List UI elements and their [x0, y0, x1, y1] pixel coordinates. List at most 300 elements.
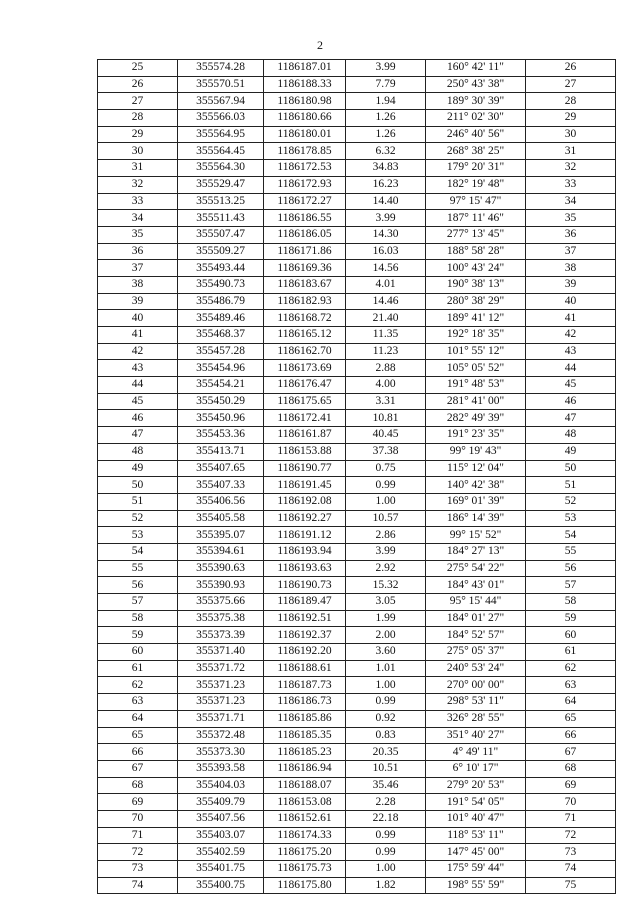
distance-cell: 16.03 [346, 243, 426, 260]
y-coordinate-cell: 1186193.63 [264, 560, 346, 577]
table-row [98, 460, 616, 477]
y-coordinate-cell: 1186182.93 [264, 293, 346, 310]
distance-cell: 14.46 [346, 293, 426, 310]
distance-cell: 15.32 [346, 577, 426, 594]
point-number-cell: 68 [98, 777, 178, 794]
point-number-cell: 66 [98, 744, 178, 761]
next-point-number-cell: 60 [526, 627, 616, 644]
table-row [98, 343, 616, 360]
table-row [98, 110, 616, 127]
x-coordinate-cell: 355375.66 [178, 594, 264, 611]
point-number-cell: 41 [98, 327, 178, 344]
direction-angle-cell: 186° 14' 39" [426, 510, 526, 527]
direction-angle-cell: 191° 23' 35" [426, 427, 526, 444]
direction-angle-cell: 179° 20' 31" [426, 160, 526, 177]
point-number-cell: 58 [98, 610, 178, 627]
direction-angle-cell: 240° 53' 24" [426, 660, 526, 677]
distance-cell: 14.56 [346, 260, 426, 277]
point-number-cell: 39 [98, 293, 178, 310]
direction-angle-cell: 277° 13' 45" [426, 226, 526, 243]
distance-cell: 2.86 [346, 527, 426, 544]
next-point-number-cell: 41 [526, 310, 616, 327]
distance-cell: 3.31 [346, 393, 426, 410]
table-row [98, 777, 616, 794]
x-coordinate-cell: 355402.59 [178, 844, 264, 861]
table-row [98, 160, 616, 177]
table-row [98, 861, 616, 878]
point-number-cell: 43 [98, 360, 178, 377]
x-coordinate-cell: 355453.36 [178, 427, 264, 444]
distance-cell: 1.99 [346, 610, 426, 627]
point-number-cell: 72 [98, 844, 178, 861]
direction-angle-cell: 246° 40' 56" [426, 126, 526, 143]
x-coordinate-cell: 355564.30 [178, 160, 264, 177]
distance-cell: 22.18 [346, 810, 426, 827]
x-coordinate-cell: 355405.58 [178, 510, 264, 527]
direction-angle-cell: 105° 05' 52" [426, 360, 526, 377]
next-point-number-cell: 36 [526, 226, 616, 243]
y-coordinate-cell: 1186191.45 [264, 477, 346, 494]
y-coordinate-cell: 1186192.27 [264, 510, 346, 527]
y-coordinate-cell: 1186172.93 [264, 176, 346, 193]
point-number-cell: 64 [98, 710, 178, 727]
table-row [98, 760, 616, 777]
table-row [98, 360, 616, 377]
table-row [98, 76, 616, 93]
direction-angle-cell: 192° 18' 35" [426, 327, 526, 344]
table-row [98, 260, 616, 277]
next-point-number-cell: 59 [526, 610, 616, 627]
x-coordinate-cell: 355403.07 [178, 827, 264, 844]
y-coordinate-cell: 1186171.86 [264, 243, 346, 260]
y-coordinate-cell: 1186152.61 [264, 810, 346, 827]
next-point-number-cell: 29 [526, 110, 616, 127]
next-point-number-cell: 63 [526, 677, 616, 694]
table-row [98, 310, 616, 327]
distance-cell: 4.00 [346, 377, 426, 394]
point-number-cell: 33 [98, 193, 178, 210]
y-coordinate-cell: 1186180.98 [264, 93, 346, 110]
direction-angle-cell: 189° 41' 12" [426, 310, 526, 327]
direction-angle-cell: 191° 54' 05" [426, 794, 526, 811]
distance-cell: 7.79 [346, 76, 426, 93]
distance-cell: 1.82 [346, 877, 426, 894]
table-row [98, 493, 616, 510]
direction-angle-cell: 140° 42' 38" [426, 477, 526, 494]
table-row [98, 193, 616, 210]
y-coordinate-cell: 1186192.20 [264, 644, 346, 661]
direction-angle-cell: 115° 12' 04" [426, 460, 526, 477]
y-coordinate-cell: 1186174.33 [264, 827, 346, 844]
next-point-number-cell: 32 [526, 160, 616, 177]
point-number-cell: 57 [98, 594, 178, 611]
direction-angle-cell: 175° 59' 44" [426, 861, 526, 878]
direction-angle-cell: 95° 15' 44" [426, 594, 526, 611]
direction-angle-cell: 191° 48' 53" [426, 377, 526, 394]
x-coordinate-cell: 355390.63 [178, 560, 264, 577]
y-coordinate-cell: 1186190.73 [264, 577, 346, 594]
y-coordinate-cell: 1186186.55 [264, 210, 346, 227]
y-coordinate-cell: 1186175.65 [264, 393, 346, 410]
next-point-number-cell: 37 [526, 243, 616, 260]
direction-angle-cell: 184° 01' 27" [426, 610, 526, 627]
table-row [98, 93, 616, 110]
table-row [98, 143, 616, 160]
distance-cell: 1.94 [346, 93, 426, 110]
distance-cell: 2.92 [346, 560, 426, 577]
distance-cell: 0.75 [346, 460, 426, 477]
distance-cell: 3.60 [346, 644, 426, 661]
y-coordinate-cell: 1186186.73 [264, 694, 346, 711]
table-row [98, 744, 616, 761]
y-coordinate-cell: 1186193.94 [264, 543, 346, 560]
direction-angle-cell: 99° 15' 52" [426, 527, 526, 544]
next-point-number-cell: 74 [526, 861, 616, 878]
y-coordinate-cell: 1186169.36 [264, 260, 346, 277]
x-coordinate-cell: 355507.47 [178, 226, 264, 243]
point-number-cell: 28 [98, 110, 178, 127]
next-point-number-cell: 26 [526, 60, 616, 77]
x-coordinate-cell: 355570.51 [178, 76, 264, 93]
y-coordinate-cell: 1186192.51 [264, 610, 346, 627]
x-coordinate-cell: 355406.56 [178, 493, 264, 510]
next-point-number-cell: 50 [526, 460, 616, 477]
distance-cell: 3.05 [346, 594, 426, 611]
x-coordinate-cell: 355486.79 [178, 293, 264, 310]
table-row [98, 176, 616, 193]
distance-cell: 14.30 [346, 226, 426, 243]
direction-angle-cell: 211° 02' 30" [426, 110, 526, 127]
point-number-cell: 44 [98, 377, 178, 394]
direction-angle-cell: 184° 43' 01" [426, 577, 526, 594]
direction-angle-cell: 187° 11' 46" [426, 210, 526, 227]
point-number-cell: 60 [98, 644, 178, 661]
next-point-number-cell: 43 [526, 343, 616, 360]
y-coordinate-cell: 1186178.85 [264, 143, 346, 160]
x-coordinate-cell: 355513.25 [178, 193, 264, 210]
table-row [98, 410, 616, 427]
table-row [98, 844, 616, 861]
table-row [98, 710, 616, 727]
table-row [98, 377, 616, 394]
x-coordinate-cell: 355375.38 [178, 610, 264, 627]
next-point-number-cell: 53 [526, 510, 616, 527]
y-coordinate-cell: 1186189.47 [264, 594, 346, 611]
direction-angle-cell: 147° 45' 00" [426, 844, 526, 861]
distance-cell: 0.99 [346, 477, 426, 494]
direction-angle-cell: 189° 30' 39" [426, 93, 526, 110]
point-number-cell: 29 [98, 126, 178, 143]
y-coordinate-cell: 1186153.08 [264, 794, 346, 811]
x-coordinate-cell: 355567.94 [178, 93, 264, 110]
direction-angle-cell: 250° 43' 38" [426, 76, 526, 93]
table-row [98, 527, 616, 544]
next-point-number-cell: 45 [526, 377, 616, 394]
distance-cell: 0.83 [346, 727, 426, 744]
next-point-number-cell: 71 [526, 810, 616, 827]
x-coordinate-cell: 355401.75 [178, 861, 264, 878]
next-point-number-cell: 70 [526, 794, 616, 811]
direction-angle-cell: 298° 53' 11" [426, 694, 526, 711]
table-row [98, 810, 616, 827]
distance-cell: 20.35 [346, 744, 426, 761]
x-coordinate-cell: 355393.58 [178, 760, 264, 777]
table-row [98, 327, 616, 344]
point-number-cell: 49 [98, 460, 178, 477]
next-point-number-cell: 57 [526, 577, 616, 594]
next-point-number-cell: 30 [526, 126, 616, 143]
direction-angle-cell: 275° 05' 37" [426, 644, 526, 661]
direction-angle-cell: 270° 00' 00" [426, 677, 526, 694]
x-coordinate-cell: 355529.47 [178, 176, 264, 193]
next-point-number-cell: 66 [526, 727, 616, 744]
next-point-number-cell: 40 [526, 293, 616, 310]
next-point-number-cell: 28 [526, 93, 616, 110]
y-coordinate-cell: 1186187.73 [264, 677, 346, 694]
x-coordinate-cell: 355489.46 [178, 310, 264, 327]
distance-cell: 40.45 [346, 427, 426, 444]
direction-angle-cell: 282° 49' 39" [426, 410, 526, 427]
y-coordinate-cell: 1186153.88 [264, 443, 346, 460]
x-coordinate-cell: 355400.75 [178, 877, 264, 894]
x-coordinate-cell: 355493.44 [178, 260, 264, 277]
x-coordinate-cell: 355373.30 [178, 744, 264, 761]
point-number-cell: 59 [98, 627, 178, 644]
x-coordinate-cell: 355413.71 [178, 443, 264, 460]
next-point-number-cell: 54 [526, 527, 616, 544]
next-point-number-cell: 65 [526, 710, 616, 727]
distance-cell: 0.99 [346, 827, 426, 844]
table-row [98, 644, 616, 661]
distance-cell: 1.01 [346, 660, 426, 677]
x-coordinate-cell: 355566.03 [178, 110, 264, 127]
point-number-cell: 37 [98, 260, 178, 277]
table-row [98, 393, 616, 410]
y-coordinate-cell: 1186172.41 [264, 410, 346, 427]
y-coordinate-cell: 1186180.01 [264, 126, 346, 143]
distance-cell: 2.88 [346, 360, 426, 377]
next-point-number-cell: 73 [526, 844, 616, 861]
direction-angle-cell: 351° 40' 27" [426, 727, 526, 744]
distance-cell: 3.99 [346, 543, 426, 560]
direction-angle-cell: 275° 54' 22" [426, 560, 526, 577]
coordinates-table [97, 59, 616, 894]
distance-cell: 11.23 [346, 343, 426, 360]
y-coordinate-cell: 1186188.07 [264, 777, 346, 794]
point-number-cell: 70 [98, 810, 178, 827]
distance-cell: 0.99 [346, 844, 426, 861]
y-coordinate-cell: 1186192.08 [264, 493, 346, 510]
table-row [98, 243, 616, 260]
table-row [98, 510, 616, 527]
next-point-number-cell: 33 [526, 176, 616, 193]
y-coordinate-cell: 1186165.12 [264, 327, 346, 344]
table-row [98, 627, 616, 644]
direction-angle-cell: 326° 28' 55" [426, 710, 526, 727]
y-coordinate-cell: 1186187.01 [264, 60, 346, 77]
y-coordinate-cell: 1186188.61 [264, 660, 346, 677]
y-coordinate-cell: 1186190.77 [264, 460, 346, 477]
x-coordinate-cell: 355371.72 [178, 660, 264, 677]
point-number-cell: 40 [98, 310, 178, 327]
x-coordinate-cell: 355564.45 [178, 143, 264, 160]
y-coordinate-cell: 1186173.69 [264, 360, 346, 377]
x-coordinate-cell: 355394.61 [178, 543, 264, 560]
direction-angle-cell: 101° 55' 12" [426, 343, 526, 360]
point-number-cell: 45 [98, 393, 178, 410]
direction-angle-cell: 97° 15' 47" [426, 193, 526, 210]
x-coordinate-cell: 355407.56 [178, 810, 264, 827]
distance-cell: 2.28 [346, 794, 426, 811]
point-number-cell: 46 [98, 410, 178, 427]
table-row [98, 694, 616, 711]
next-point-number-cell: 44 [526, 360, 616, 377]
table-body [98, 60, 616, 894]
direction-angle-cell: 190° 38' 13" [426, 276, 526, 293]
table-row [98, 577, 616, 594]
y-coordinate-cell: 1186186.05 [264, 226, 346, 243]
distance-cell: 16.23 [346, 176, 426, 193]
y-coordinate-cell: 1186185.23 [264, 744, 346, 761]
next-point-number-cell: 52 [526, 493, 616, 510]
direction-angle-cell: 169° 01' 39" [426, 493, 526, 510]
next-point-number-cell: 69 [526, 777, 616, 794]
point-number-cell: 48 [98, 443, 178, 460]
table-row [98, 427, 616, 444]
table-row [98, 443, 616, 460]
next-point-number-cell: 42 [526, 327, 616, 344]
y-coordinate-cell: 1186186.94 [264, 760, 346, 777]
point-number-cell: 47 [98, 427, 178, 444]
x-coordinate-cell: 355407.65 [178, 460, 264, 477]
distance-cell: 10.81 [346, 410, 426, 427]
x-coordinate-cell: 355404.03 [178, 777, 264, 794]
direction-angle-cell: 101° 40' 47" [426, 810, 526, 827]
table-row [98, 877, 616, 894]
next-point-number-cell: 35 [526, 210, 616, 227]
point-number-cell: 67 [98, 760, 178, 777]
distance-cell: 14.40 [346, 193, 426, 210]
distance-cell: 3.99 [346, 210, 426, 227]
point-number-cell: 38 [98, 276, 178, 293]
distance-cell: 10.57 [346, 510, 426, 527]
x-coordinate-cell: 355407.33 [178, 477, 264, 494]
x-coordinate-cell: 355371.23 [178, 694, 264, 711]
table-row [98, 226, 616, 243]
next-point-number-cell: 38 [526, 260, 616, 277]
distance-cell: 21.40 [346, 310, 426, 327]
point-number-cell: 25 [98, 60, 178, 77]
next-point-number-cell: 49 [526, 443, 616, 460]
y-coordinate-cell: 1186172.53 [264, 160, 346, 177]
table-row [98, 477, 616, 494]
distance-cell: 34.83 [346, 160, 426, 177]
point-number-cell: 52 [98, 510, 178, 527]
distance-cell: 1.00 [346, 493, 426, 510]
y-coordinate-cell: 1186191.12 [264, 527, 346, 544]
direction-angle-cell: 188° 58' 28" [426, 243, 526, 260]
distance-cell: 1.00 [346, 861, 426, 878]
next-point-number-cell: 68 [526, 760, 616, 777]
direction-angle-cell: 184° 52' 57" [426, 627, 526, 644]
point-number-cell: 55 [98, 560, 178, 577]
next-point-number-cell: 64 [526, 694, 616, 711]
table-row [98, 727, 616, 744]
y-coordinate-cell: 1186172.27 [264, 193, 346, 210]
x-coordinate-cell: 355468.37 [178, 327, 264, 344]
y-coordinate-cell: 1186175.80 [264, 877, 346, 894]
direction-angle-cell: 182° 19' 48" [426, 176, 526, 193]
direction-angle-cell: 268° 38' 25" [426, 143, 526, 160]
direction-angle-cell: 6° 10' 17" [426, 760, 526, 777]
point-number-cell: 31 [98, 160, 178, 177]
x-coordinate-cell: 355395.07 [178, 527, 264, 544]
distance-cell: 10.51 [346, 760, 426, 777]
distance-cell: 35.46 [346, 777, 426, 794]
distance-cell: 1.00 [346, 677, 426, 694]
x-coordinate-cell: 355454.96 [178, 360, 264, 377]
x-coordinate-cell: 355373.39 [178, 627, 264, 644]
x-coordinate-cell: 355390.93 [178, 577, 264, 594]
direction-angle-cell: 160° 42' 11" [426, 60, 526, 77]
distance-cell: 0.92 [346, 710, 426, 727]
y-coordinate-cell: 1186192.37 [264, 627, 346, 644]
direction-angle-cell: 118° 53' 11" [426, 827, 526, 844]
distance-cell: 1.26 [346, 110, 426, 127]
table-row [98, 560, 616, 577]
y-coordinate-cell: 1186188.33 [264, 76, 346, 93]
point-number-cell: 35 [98, 226, 178, 243]
point-number-cell: 34 [98, 210, 178, 227]
point-number-cell: 42 [98, 343, 178, 360]
direction-angle-cell: 280° 38' 29" [426, 293, 526, 310]
page-number: 2 [317, 38, 323, 52]
y-coordinate-cell: 1186176.47 [264, 377, 346, 394]
table-row [98, 293, 616, 310]
table-row [98, 794, 616, 811]
y-coordinate-cell: 1186185.86 [264, 710, 346, 727]
point-number-cell: 65 [98, 727, 178, 744]
next-point-number-cell: 34 [526, 193, 616, 210]
table-row [98, 210, 616, 227]
x-coordinate-cell: 355509.27 [178, 243, 264, 260]
y-coordinate-cell: 1186183.67 [264, 276, 346, 293]
y-coordinate-cell: 1186180.66 [264, 110, 346, 127]
distance-cell: 0.99 [346, 694, 426, 711]
y-coordinate-cell: 1186168.72 [264, 310, 346, 327]
point-number-cell: 27 [98, 93, 178, 110]
x-coordinate-cell: 355457.28 [178, 343, 264, 360]
point-number-cell: 56 [98, 577, 178, 594]
next-point-number-cell: 51 [526, 477, 616, 494]
x-coordinate-cell: 355371.40 [178, 644, 264, 661]
direction-angle-cell: 198° 55' 59" [426, 877, 526, 894]
x-coordinate-cell: 355371.71 [178, 710, 264, 727]
point-number-cell: 63 [98, 694, 178, 711]
y-coordinate-cell: 1186175.20 [264, 844, 346, 861]
distance-cell: 1.26 [346, 126, 426, 143]
distance-cell: 6.32 [346, 143, 426, 160]
point-number-cell: 26 [98, 76, 178, 93]
point-number-cell: 54 [98, 543, 178, 560]
x-coordinate-cell: 355454.21 [178, 377, 264, 394]
direction-angle-cell: 4° 49' 11" [426, 744, 526, 761]
next-point-number-cell: 46 [526, 393, 616, 410]
point-number-cell: 61 [98, 660, 178, 677]
distance-cell: 37.38 [346, 443, 426, 460]
table-row [98, 60, 616, 77]
table-row [98, 660, 616, 677]
